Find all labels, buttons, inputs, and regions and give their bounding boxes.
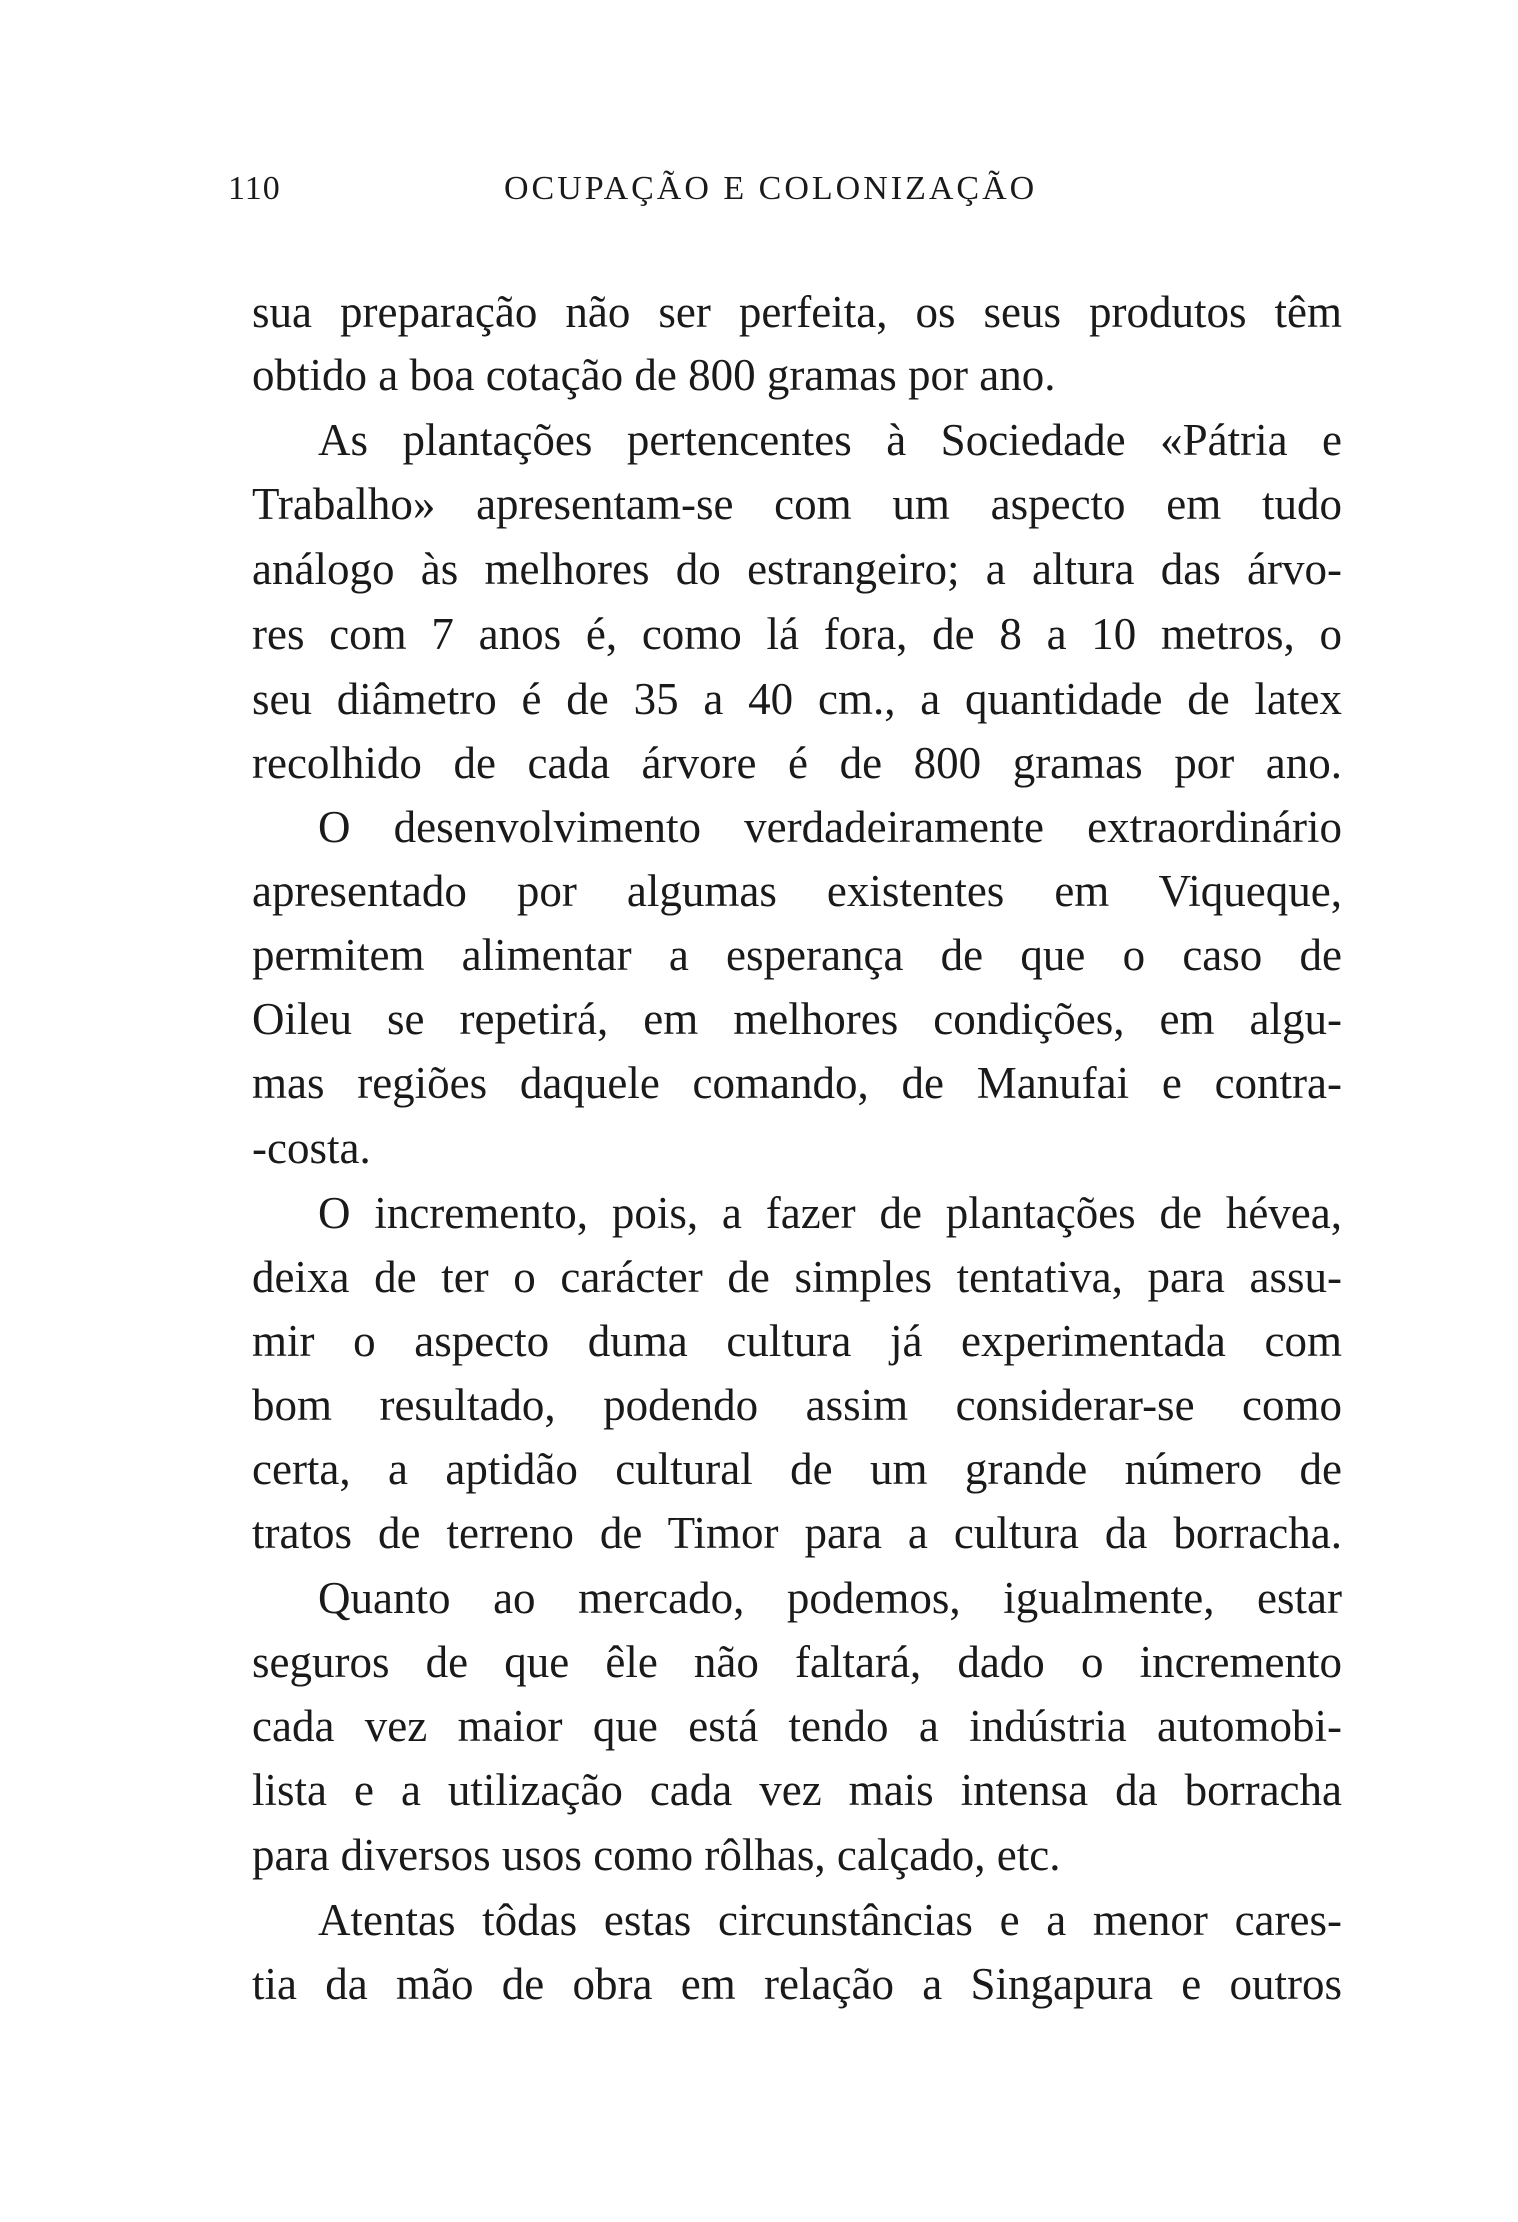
text-line: obtido a boa cotação de 800 gramas por ano. xyxy=(252,350,1056,400)
text-line: O desenvolvimento verdadeiramente extraordinário xyxy=(318,802,1342,852)
text-line: seu diâmetro é de 35 a 40 cm., a quantidade de latex xyxy=(252,674,1342,724)
text-line: Atentas tôdas estas circunstâncias e a menor cares- xyxy=(318,1895,1342,1945)
text-line: tia da mão de obra em relação a Singapura e outros xyxy=(252,1959,1342,2009)
text-line: lista e a utilização cada vez mais intensa da borracha xyxy=(252,1765,1342,1815)
text-line: tratos de terreno de Timor para a cultura da borracha. xyxy=(252,1508,1342,1558)
text-line: As plantações pertencentes à Sociedade «Pátria e xyxy=(318,415,1342,465)
text-line: mas regiões daquele comando, de Manufai e contra- xyxy=(252,1058,1342,1108)
text-line: O incremento, pois, a fazer de plantações de hévea, xyxy=(318,1188,1342,1238)
text-line: sua preparação não ser perfeita, os seus produtos têm xyxy=(252,287,1342,337)
text-line: para diversos usos como rôlhas, calçado, etc. xyxy=(252,1830,1061,1880)
text-line: permitem alimentar a esperança de que o caso de xyxy=(252,930,1342,980)
text-line: Oileu se repetirá, em melhores condições, em algu- xyxy=(252,994,1342,1044)
text-line: seguros de que êle não faltará, dado o incremento xyxy=(252,1637,1342,1687)
text-line: res com 7 anos é, como lá fora, de 8 a 10 metros, o xyxy=(252,609,1342,659)
text-line: -costa. xyxy=(252,1123,371,1173)
running-title: OCUPAÇÃO E COLONIZAÇÃO xyxy=(504,170,1038,207)
text-line: deixa de ter o carácter de simples tentativa, para assu- xyxy=(252,1252,1342,1302)
text-line: recolhido de cada árvore é de 800 gramas por ano. xyxy=(252,738,1342,788)
page-header xyxy=(228,170,1088,230)
text-line: certa, a aptidão cultural de um grande número de xyxy=(252,1444,1342,1494)
text-line: análogo às melhores do estrangeiro; a altura das árvo- xyxy=(252,544,1342,594)
text-line: bom resultado, podendo assim considerar-se como xyxy=(252,1380,1342,1430)
page-number: 110 xyxy=(228,170,281,207)
text-line: cada vez maior que está tendo a indústria automobi- xyxy=(252,1701,1342,1751)
text-line: Quanto ao mercado, podemos, igualmente, estar xyxy=(318,1573,1342,1623)
text-line: Trabalho» apresentam-se com um aspecto em tudo xyxy=(252,479,1342,529)
text-line: mir o aspecto duma cultura já experimentada com xyxy=(252,1316,1342,1366)
text-line: apresentado por algumas existentes em Viqueque, xyxy=(252,866,1342,916)
